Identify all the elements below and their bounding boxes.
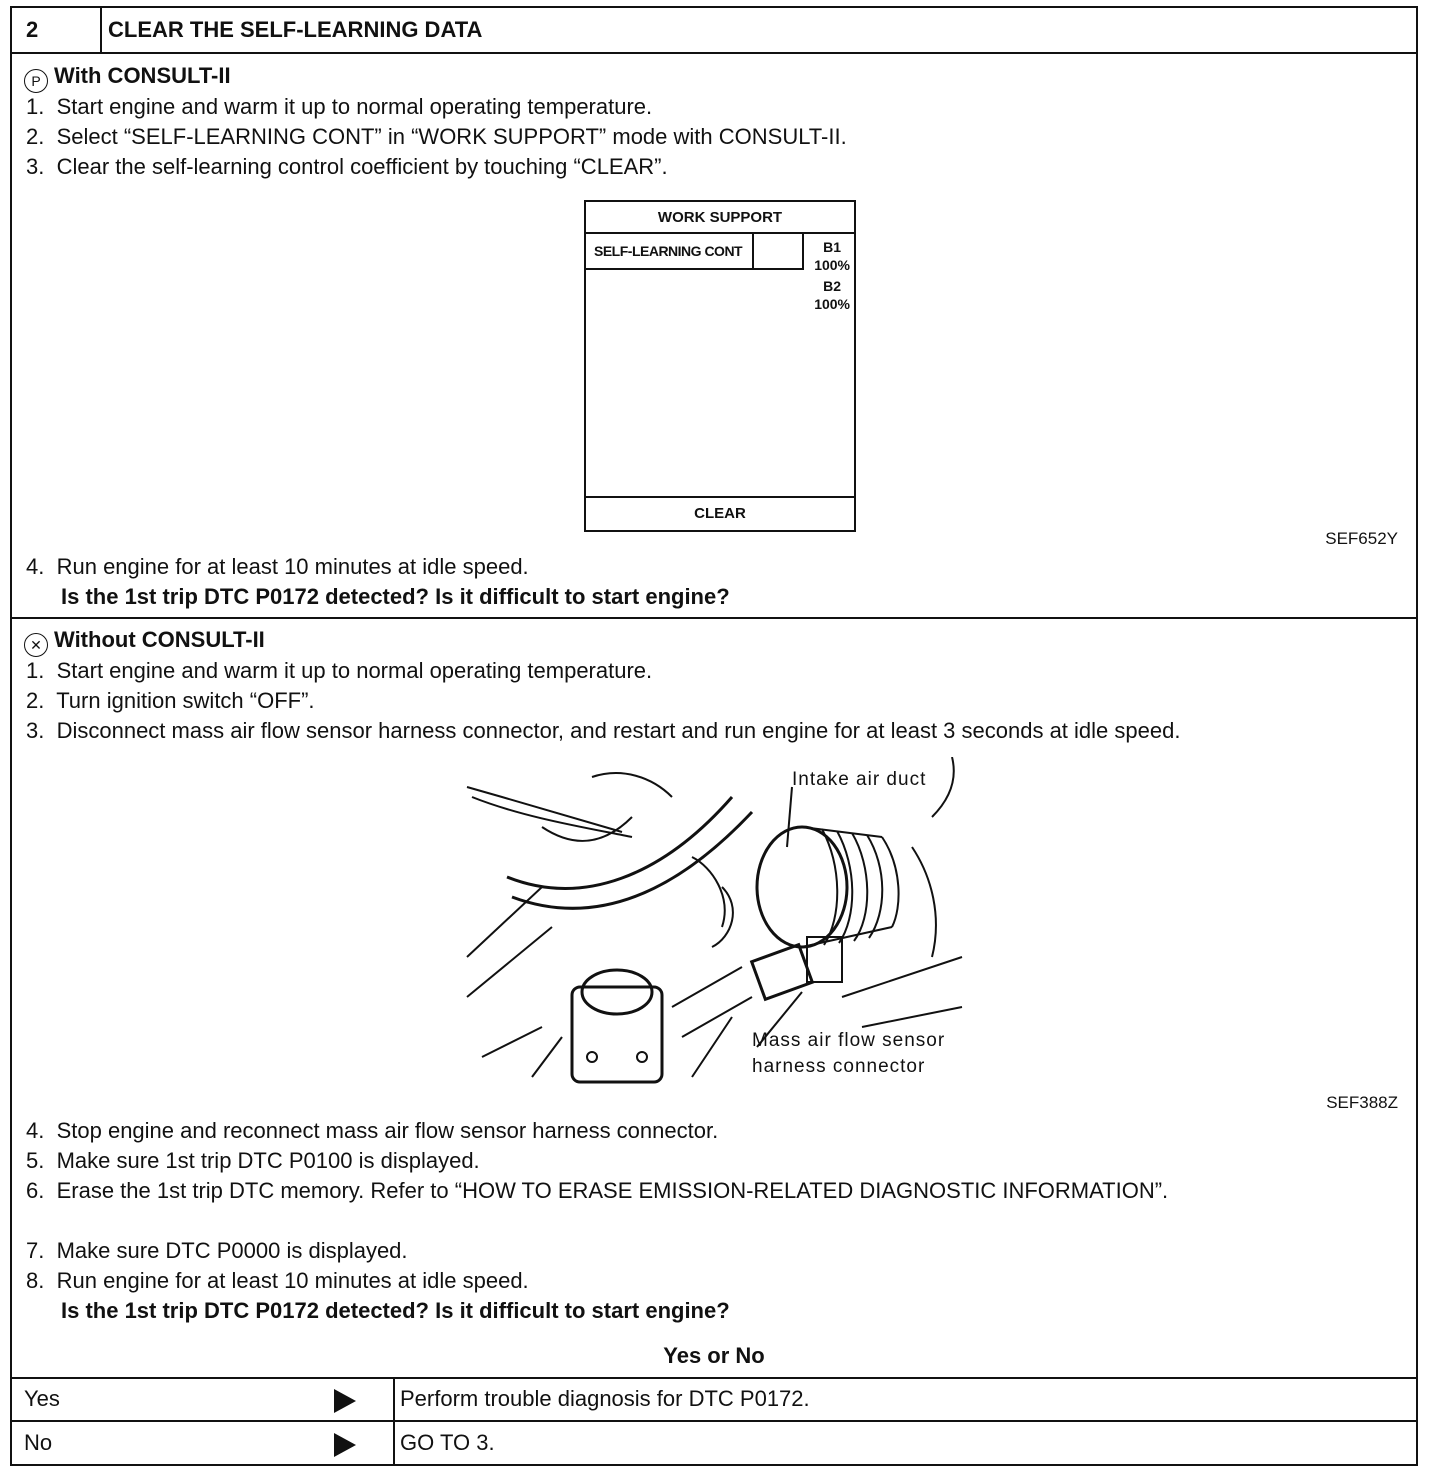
divider: [10, 52, 1418, 54]
divider: [393, 1378, 395, 1466]
divider: [100, 6, 102, 53]
divider: [10, 1377, 1418, 1379]
heading-text: With CONSULT-II: [54, 63, 231, 88]
list-item: 6. Erase the 1st trip DTC memory. Refer to “HOW TO ERASE EMISSION-RELATED DIAGNOSTIC INFORMATION”.: [26, 1178, 1169, 1203]
with-consult-heading: [24, 63, 231, 93]
list-item: 7. Make sure DTC P0000 is displayed.: [26, 1238, 408, 1263]
page-title: CLEAR THE SELF-LEARNING DATA: [108, 17, 483, 42]
list-item: 3. Disconnect mass air flow sensor harness connector, and restart and run engine for at least 3 seconds at idle speed.: [26, 718, 1181, 743]
value-box: [754, 234, 804, 270]
list-item: 4. Run engine for at least 10 minutes at idle speed.: [26, 554, 529, 579]
decision-prompt: Yes or No: [663, 1343, 765, 1368]
work-support-title: WORK SUPPORT: [586, 202, 854, 234]
divider: [10, 1420, 1418, 1422]
list-item: 1. Start engine and warm it up to normal operating temperature.: [26, 658, 653, 683]
list-item: 5. Make sure 1st trip DTC P0100 is displayed.: [26, 1148, 480, 1173]
question: Is the 1st trip DTC P0172 detected? Is it difficult to start engine?: [61, 1298, 730, 1323]
question: Is the 1st trip DTC P0172 detected? Is it difficult to start engine?: [61, 584, 730, 609]
self-learning-item: SELF-LEARNING CONT: [586, 234, 754, 270]
b1-value: B1 100%: [814, 239, 850, 273]
divider: [10, 617, 1418, 619]
answer-no: No: [24, 1430, 53, 1455]
list-item: 1. Start engine and warm it up to normal operating temperature.: [26, 94, 653, 119]
figure-ref: SEF388Z: [1326, 1093, 1398, 1112]
arrow-right-icon: [334, 1433, 356, 1457]
list-item: 2. Select “SELF-LEARNING CONT” in “WORK SUPPORT” mode with CONSULT-II.: [26, 124, 847, 149]
label-intake-air-duct: Intake air duct: [792, 769, 927, 790]
clear-button: CLEAR: [586, 496, 854, 530]
list-item: 3. Clear the self-learning control coefficient by touching “CLEAR”.: [26, 154, 668, 179]
consult-icon: P: [24, 69, 48, 93]
list-item: 4. Stop engine and reconnect mass air flow sensor harness connector.: [26, 1118, 719, 1143]
answer-yes: Yes: [24, 1386, 60, 1411]
work-support-screen: [584, 200, 856, 532]
step-number: 2: [26, 17, 39, 42]
no-tools-icon: ✕: [24, 633, 48, 657]
label-maf-connector-line2: harness connector: [752, 1056, 926, 1077]
label-maf-connector-line1: Mass air flow sensor: [752, 1030, 946, 1051]
without-consult-heading: [24, 627, 265, 657]
heading-text: Without CONSULT-II: [54, 627, 265, 652]
list-item: 8. Run engine for at least 10 minutes at idle speed.: [26, 1268, 529, 1293]
action-yes: Perform trouble diagnosis for DTC P0172.: [400, 1386, 810, 1411]
b2-value: B2 100%: [814, 278, 850, 312]
action-no: GO TO 3.: [400, 1430, 495, 1455]
list-item: 2. Turn ignition switch “OFF”.: [26, 688, 315, 713]
figure-ref: SEF652Y: [1325, 529, 1398, 548]
arrow-right-icon: [334, 1389, 356, 1413]
